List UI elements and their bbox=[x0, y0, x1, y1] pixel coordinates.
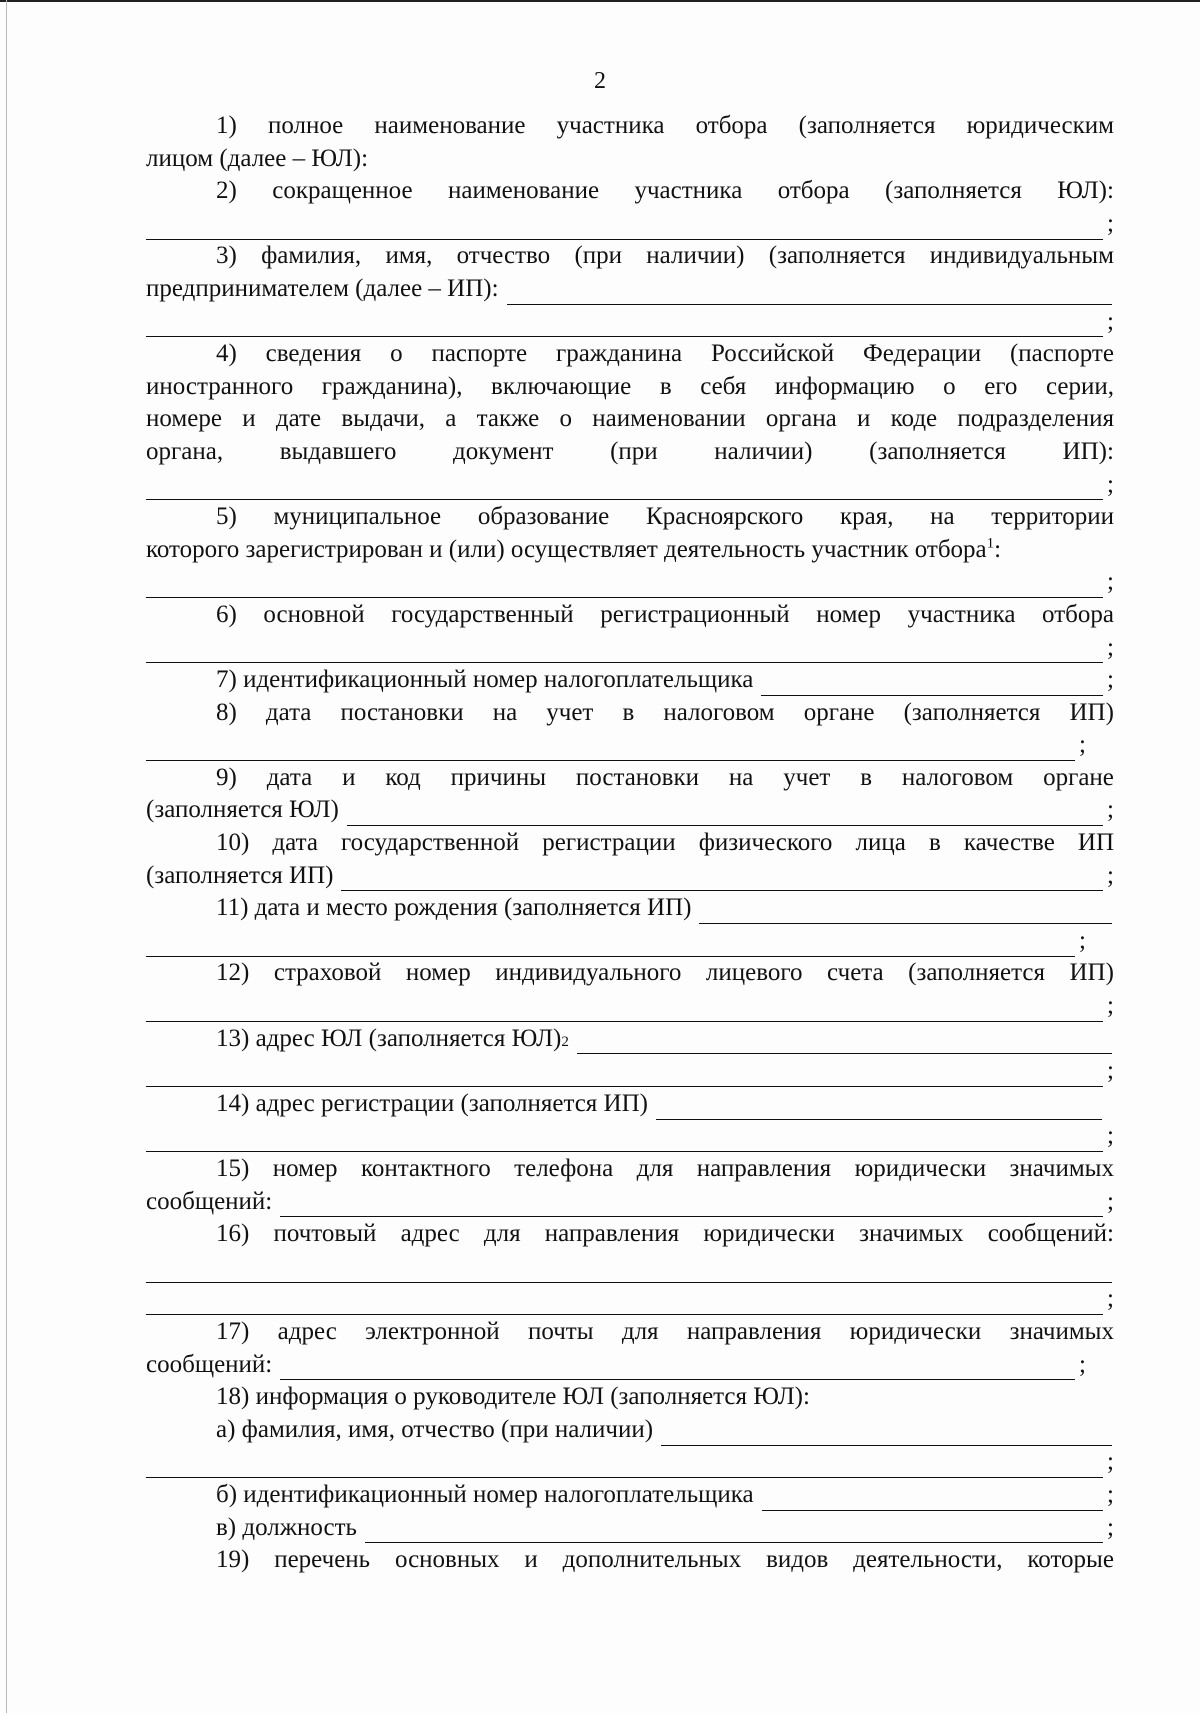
word: ИП bbox=[1077, 829, 1114, 857]
word: 17) bbox=[216, 1317, 250, 1345]
item-11-line bbox=[146, 892, 1114, 925]
word: 5) bbox=[216, 503, 237, 531]
word: 4) bbox=[216, 340, 237, 368]
word: Федерации bbox=[863, 340, 982, 368]
word: 6) bbox=[216, 600, 237, 628]
word: индивидуального bbox=[495, 959, 682, 987]
word: 16) bbox=[216, 1220, 250, 1248]
item-8-input[interactable] bbox=[146, 738, 1075, 761]
word: код bbox=[385, 763, 421, 791]
item-1-line-2: лицом (далее – ЮЛ): bbox=[146, 144, 369, 172]
item-12-answer bbox=[146, 990, 1114, 1023]
item-9-input[interactable] bbox=[347, 803, 1103, 826]
word: юридическим bbox=[966, 112, 1114, 139]
word: включающие bbox=[491, 372, 632, 400]
word: участника bbox=[556, 112, 665, 139]
word: (заполняется bbox=[903, 698, 1041, 726]
word: физического bbox=[698, 829, 833, 857]
word: направления bbox=[696, 1155, 832, 1182]
item-12-line-1 bbox=[146, 957, 1114, 990]
word: о bbox=[390, 340, 403, 368]
word: в bbox=[860, 763, 873, 791]
word: 8) bbox=[216, 698, 237, 726]
word: 9) bbox=[216, 763, 237, 791]
item-7-end: ; bbox=[1107, 666, 1114, 694]
item-11-label: 11) дата и место рождения (заполняется ИП) bbox=[216, 894, 692, 922]
word: участника bbox=[634, 177, 743, 205]
word: Российской bbox=[710, 340, 835, 368]
word: страховой bbox=[273, 959, 382, 987]
word: для bbox=[636, 1155, 674, 1182]
item-18-a-end: ; bbox=[1107, 1448, 1114, 1476]
word: значимых bbox=[1009, 1155, 1114, 1182]
item-10-line-2 bbox=[146, 860, 1114, 893]
item-4-answer bbox=[146, 469, 1114, 502]
item-5-answer bbox=[146, 566, 1114, 599]
word: качестве bbox=[963, 829, 1055, 857]
word: ИП): bbox=[1062, 437, 1114, 465]
word: номер bbox=[272, 1155, 338, 1182]
item-15-end: ; bbox=[1107, 1187, 1114, 1215]
item-12-end: ; bbox=[1107, 992, 1114, 1020]
word: на bbox=[728, 763, 754, 791]
word: и bbox=[242, 405, 256, 433]
word: ИП) bbox=[1069, 959, 1114, 987]
word: дате bbox=[275, 405, 322, 433]
top-rule bbox=[0, 0, 1200, 2]
word: наименование bbox=[374, 112, 526, 139]
word: о bbox=[943, 372, 956, 400]
item-3-input-a[interactable] bbox=[507, 282, 1112, 305]
word: а bbox=[445, 405, 457, 433]
word: 19) bbox=[216, 1546, 250, 1574]
word: наличии) bbox=[714, 437, 813, 465]
item-17-input[interactable] bbox=[280, 1357, 1075, 1380]
word: 3) bbox=[216, 242, 237, 270]
item-11-input-a[interactable] bbox=[699, 901, 1112, 924]
item-9-line-2 bbox=[146, 794, 1114, 827]
word: (заполняется bbox=[908, 959, 1045, 987]
item-11-end: ; bbox=[1079, 926, 1086, 954]
item-17-line-1 bbox=[146, 1316, 1114, 1349]
word: (заполняется bbox=[885, 177, 1022, 205]
word: регистрации bbox=[542, 829, 676, 857]
word: основной bbox=[263, 600, 365, 628]
word: счета bbox=[827, 959, 884, 987]
item-5-input[interactable] bbox=[146, 575, 1103, 598]
item-2-input[interactable] bbox=[146, 217, 1103, 240]
form-body bbox=[146, 110, 1114, 1577]
word: контактного bbox=[360, 1155, 491, 1182]
item-10-end: ; bbox=[1107, 861, 1114, 889]
word: сообщений: bbox=[987, 1220, 1114, 1248]
item-6-end: ; bbox=[1107, 633, 1114, 661]
word: перечень bbox=[274, 1546, 371, 1574]
item-10-input[interactable] bbox=[341, 868, 1103, 891]
item-13-input-a[interactable] bbox=[577, 1031, 1112, 1054]
word: юридически bbox=[849, 1317, 982, 1345]
item-14-end: ; bbox=[1107, 1122, 1114, 1150]
word: участника bbox=[907, 600, 1016, 628]
item-4-line-2 bbox=[146, 371, 1114, 404]
word: дата bbox=[272, 829, 318, 857]
word: полное bbox=[267, 112, 344, 139]
word: имя, bbox=[385, 242, 433, 270]
item-6-answer bbox=[146, 632, 1114, 665]
word: 1) bbox=[216, 112, 237, 139]
word: себя bbox=[700, 372, 747, 400]
word: направления bbox=[686, 1317, 822, 1345]
item-2-line-1 bbox=[146, 175, 1114, 208]
item-3-label: предпринимателем (далее – ИП): bbox=[146, 274, 499, 302]
word: 2) bbox=[216, 177, 237, 205]
word: 15) bbox=[216, 1155, 250, 1182]
word: отбора bbox=[695, 112, 768, 139]
word: отбора bbox=[777, 177, 850, 205]
item-3-input-b[interactable] bbox=[146, 314, 1103, 337]
word: лица bbox=[855, 829, 906, 857]
word: ИП) bbox=[1069, 698, 1114, 726]
item-18-c-end: ; bbox=[1107, 1513, 1114, 1541]
item-18-c-label: в) должность bbox=[216, 1513, 357, 1541]
item-18-c-input[interactable] bbox=[365, 1520, 1103, 1543]
item-16-end: ; bbox=[1107, 1285, 1114, 1313]
word: органа, bbox=[146, 437, 224, 465]
word: телефона bbox=[514, 1155, 614, 1182]
item-4-line-4 bbox=[146, 436, 1114, 469]
item-16-input-a[interactable] bbox=[146, 1260, 1112, 1283]
word: налоговом bbox=[901, 763, 1014, 791]
word: на bbox=[930, 503, 955, 531]
item-17-end: ; bbox=[1079, 1350, 1086, 1378]
word: отбора bbox=[1042, 600, 1114, 628]
word: на bbox=[492, 698, 518, 726]
item-19-line-1 bbox=[146, 1544, 1114, 1577]
word: и bbox=[342, 763, 356, 791]
item-3-line-1 bbox=[146, 240, 1114, 273]
item-18-a-answer bbox=[146, 1446, 1114, 1479]
item-8-end: ; bbox=[1079, 731, 1086, 759]
word: юридически bbox=[854, 1155, 987, 1182]
word: Красноярского bbox=[645, 503, 804, 531]
word: (при bbox=[610, 437, 658, 465]
item-17-line-2 bbox=[146, 1349, 1114, 1382]
word: документ bbox=[453, 437, 554, 465]
word: выдачи, bbox=[341, 405, 425, 433]
word: (паспорте bbox=[1009, 340, 1114, 368]
item-11-input-b[interactable] bbox=[146, 934, 1075, 957]
item-5-colon: : bbox=[994, 535, 1002, 563]
item-4-line-3 bbox=[146, 403, 1114, 436]
word: которые bbox=[1027, 1546, 1114, 1574]
item-5-line-1 bbox=[146, 501, 1114, 534]
word: электронной bbox=[365, 1317, 500, 1345]
word: постановки bbox=[575, 763, 700, 791]
word: информацию bbox=[774, 372, 915, 400]
word: номер bbox=[405, 959, 471, 987]
word: почты bbox=[528, 1317, 594, 1345]
item-4-input[interactable] bbox=[146, 477, 1103, 500]
word: учет bbox=[783, 763, 831, 791]
word: органе bbox=[1043, 763, 1114, 791]
word: причины bbox=[450, 763, 546, 791]
word: коде bbox=[890, 405, 938, 433]
word: образование bbox=[477, 503, 610, 531]
word: отчество bbox=[456, 242, 551, 270]
word: наименование bbox=[448, 177, 600, 205]
word: (при bbox=[574, 242, 623, 270]
word: учет bbox=[546, 698, 594, 726]
word: наименовании bbox=[592, 405, 746, 433]
word: муниципальное bbox=[273, 503, 442, 531]
word: адрес bbox=[400, 1220, 460, 1248]
word: (заполняется bbox=[798, 112, 936, 139]
item-5-line-2 bbox=[146, 534, 1114, 567]
word: номер bbox=[816, 600, 882, 628]
word: органе bbox=[803, 698, 875, 726]
item-5-text: которого зарегистрирован и (или) осуществляет деятельность участник отбора bbox=[146, 535, 987, 563]
word: деятельности, bbox=[853, 1546, 1003, 1574]
word: дата bbox=[265, 698, 312, 726]
scan-edge bbox=[6, 0, 7, 1713]
item-1-line-1 bbox=[146, 110, 1114, 143]
item-2-answer bbox=[146, 208, 1114, 241]
word: постановки bbox=[340, 698, 464, 726]
item-13-label: 13) адрес ЮЛ (заполняется ЮЛ) bbox=[216, 1024, 562, 1052]
word: государственной bbox=[341, 829, 520, 857]
item-10-line-1 bbox=[146, 827, 1114, 860]
item-18-b-line bbox=[146, 1479, 1114, 1512]
word: (заполняется bbox=[869, 437, 1006, 465]
word: основных bbox=[394, 1546, 500, 1574]
word: видов bbox=[766, 1546, 829, 1574]
item-3-answer bbox=[146, 306, 1114, 339]
item-13-line: 13) адрес ЮЛ (заполняется ЮЛ) 2 bbox=[146, 1023, 1114, 1056]
word: наличии) bbox=[646, 242, 745, 270]
item-7-line bbox=[146, 664, 1114, 697]
word: паспорте bbox=[431, 340, 528, 368]
item-14-input-b[interactable] bbox=[146, 1129, 1103, 1152]
item-14-answer bbox=[146, 1120, 1114, 1153]
item-7-input[interactable] bbox=[761, 673, 1103, 696]
item-3-end: ; bbox=[1107, 307, 1114, 335]
word: в bbox=[928, 829, 941, 857]
word: регистрационный bbox=[600, 600, 790, 628]
item-16-answer-b bbox=[146, 1283, 1114, 1316]
word: номере bbox=[146, 405, 222, 433]
word: подразделения bbox=[957, 405, 1114, 433]
word: также bbox=[476, 405, 540, 433]
word: сведения bbox=[265, 340, 362, 368]
item-2-end: ; bbox=[1107, 209, 1114, 237]
item-15-label: сообщений: bbox=[146, 1187, 273, 1215]
word: сокращенное bbox=[272, 177, 413, 205]
item-18-a-line bbox=[146, 1414, 1114, 1447]
item-12-input[interactable] bbox=[146, 999, 1103, 1022]
item-18-a-input-a[interactable] bbox=[661, 1423, 1112, 1446]
item-13-answer bbox=[146, 1055, 1114, 1088]
word: значимых bbox=[859, 1220, 964, 1248]
word: дополнительных bbox=[562, 1546, 742, 1574]
item-7-label: 7) идентификационный номер налогоплательщика bbox=[216, 666, 754, 694]
item-15-input[interactable] bbox=[280, 1194, 1103, 1217]
word: лицевого bbox=[705, 959, 803, 987]
item-9-end: ; bbox=[1107, 796, 1114, 824]
item-18-c-line bbox=[146, 1512, 1114, 1545]
item-15-line-2 bbox=[146, 1186, 1114, 1219]
word: государственный bbox=[391, 600, 574, 628]
word: для bbox=[621, 1317, 659, 1345]
footnote-1-ref: 1 bbox=[986, 535, 995, 552]
item-18-b-input[interactable] bbox=[762, 1488, 1103, 1511]
item-4-end: ; bbox=[1107, 470, 1114, 498]
word: гражданина), bbox=[321, 372, 463, 400]
item-6-line-1 bbox=[146, 599, 1114, 632]
item-18-b-end: ; bbox=[1107, 1480, 1114, 1508]
item-16-answer-a bbox=[146, 1251, 1114, 1284]
word: почтовый bbox=[273, 1220, 377, 1248]
word: для bbox=[483, 1220, 521, 1248]
word: его bbox=[984, 372, 1018, 400]
item-18-line-1: 18) информация о руководителе ЮЛ (заполняется ЮЛ): bbox=[216, 1383, 810, 1411]
word: и bbox=[856, 405, 871, 433]
word: в bbox=[659, 372, 672, 400]
item-9-label: (заполняется ЮЛ) bbox=[146, 796, 339, 824]
word: 10) bbox=[216, 829, 250, 857]
item-10-label: (заполняется ИП) bbox=[146, 861, 334, 889]
word: в bbox=[622, 698, 635, 726]
item-18-a-label: а) фамилия, имя, отчество (при наличии) bbox=[216, 1415, 654, 1443]
item-16-input-b[interactable] bbox=[146, 1292, 1103, 1315]
word: серии, bbox=[1045, 372, 1114, 400]
word: выдавшего bbox=[279, 437, 397, 465]
word: индивидуальным bbox=[929, 242, 1114, 270]
word: территории bbox=[991, 503, 1114, 531]
item-14-line bbox=[146, 1088, 1114, 1121]
word: юридически bbox=[703, 1220, 835, 1248]
item-13-input-b[interactable] bbox=[146, 1064, 1103, 1087]
item-18-b-label: б) идентификационный номер налогоплательщика bbox=[216, 1480, 754, 1508]
item-13-end: ; bbox=[1107, 1057, 1114, 1085]
item-4-line-1 bbox=[146, 338, 1114, 371]
item-8-answer bbox=[146, 729, 1114, 762]
word: направления bbox=[544, 1220, 680, 1248]
item-8-line-1 bbox=[146, 697, 1114, 730]
item-5-end: ; bbox=[1107, 568, 1114, 596]
word: фамилия, bbox=[261, 242, 362, 270]
item-3-line-2 bbox=[146, 273, 1114, 306]
item-17-label: сообщений: bbox=[146, 1350, 273, 1378]
item-11-answer bbox=[146, 925, 1114, 958]
word: значимых bbox=[1009, 1317, 1114, 1345]
word: 12) bbox=[216, 959, 250, 987]
word: ЮЛ): bbox=[1057, 177, 1114, 205]
word: налоговом bbox=[663, 698, 775, 726]
item-18-a-input-b[interactable] bbox=[146, 1455, 1103, 1478]
word: дата bbox=[266, 763, 313, 791]
item-15-line-1 bbox=[146, 1153, 1114, 1186]
word: (заполняется bbox=[768, 242, 906, 270]
item-16-line-1 bbox=[146, 1218, 1114, 1251]
item-14-input-a[interactable] bbox=[656, 1097, 1102, 1120]
word: гражданина bbox=[555, 340, 683, 368]
word: органа bbox=[765, 405, 837, 433]
word: о bbox=[559, 405, 572, 433]
item-6-input[interactable] bbox=[146, 640, 1103, 663]
word: иностранного bbox=[146, 372, 294, 400]
word: адрес bbox=[277, 1317, 337, 1345]
item-14-label: 14) адрес регистрации (заполняется ИП) bbox=[216, 1089, 648, 1117]
word: края, bbox=[839, 503, 894, 531]
item-9-line-1 bbox=[146, 762, 1114, 795]
page-number: 2 bbox=[594, 68, 606, 94]
word: и bbox=[524, 1546, 538, 1574]
